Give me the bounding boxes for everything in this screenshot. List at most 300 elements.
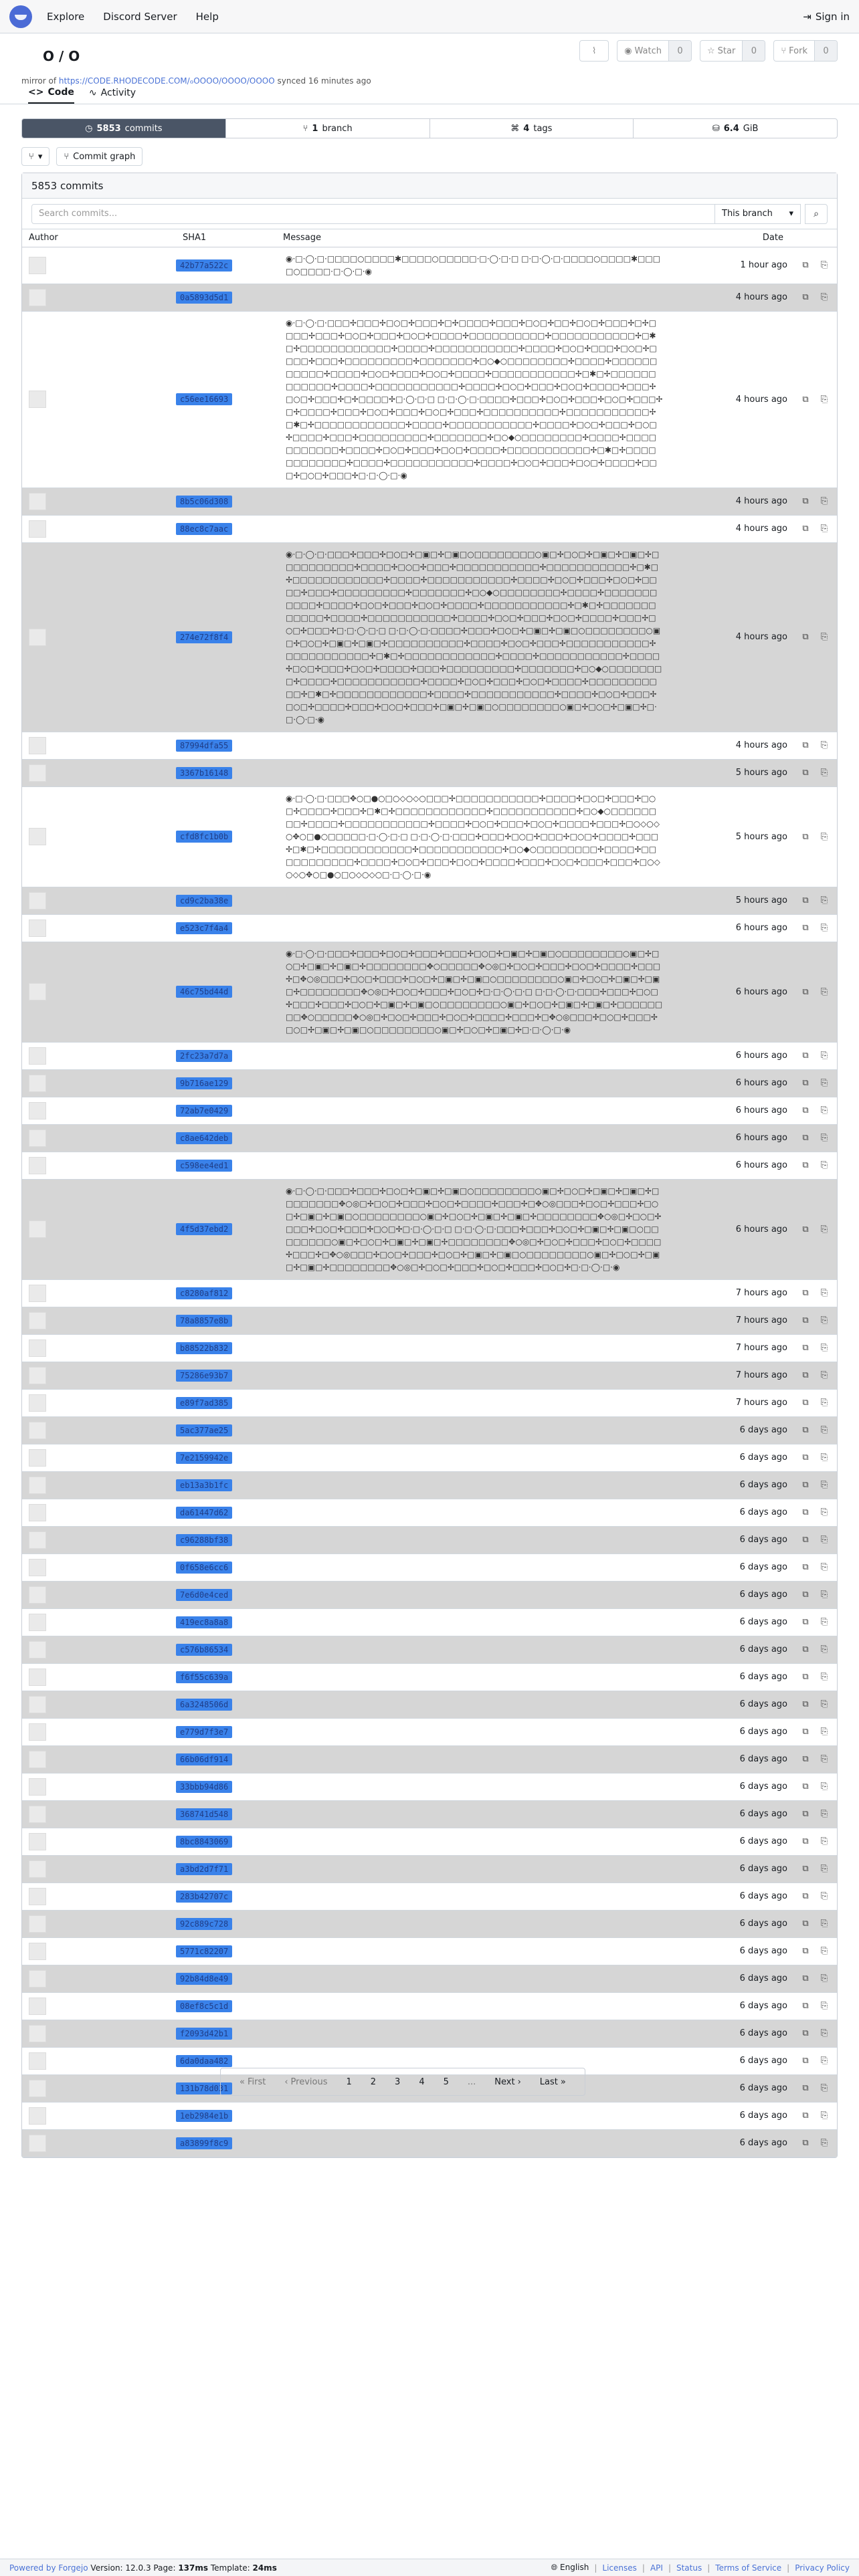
commit-sha-link[interactable]: 46c75bd44d — [176, 986, 232, 998]
commit-message[interactable] — [276, 1855, 670, 1883]
commit-message[interactable] — [276, 1773, 670, 1800]
browse-files-icon[interactable]: ⎘ — [820, 1617, 828, 1627]
commit-sha-link[interactable]: c598ee4ed1 — [176, 1160, 232, 1172]
author-avatar[interactable] — [29, 1751, 46, 1768]
copy-sha-icon[interactable]: ⧉ — [802, 1699, 809, 1709]
commit-sha-link[interactable]: c56ee16693 — [176, 393, 232, 405]
commit-sha-link[interactable]: 8b5c06d308 — [176, 496, 232, 508]
copy-sha-icon[interactable]: ⧉ — [802, 632, 809, 642]
copy-sha-icon[interactable]: ⧉ — [802, 2083, 809, 2093]
commit-message[interactable] — [276, 1042, 670, 1069]
copy-sha-icon[interactable]: ⧉ — [802, 2111, 809, 2121]
commit-sha-link[interactable]: f2093d42b1 — [176, 2028, 232, 2040]
commit-sha-link[interactable]: 75286e93b7 — [176, 1370, 232, 1382]
browse-files-icon[interactable]: ⎘ — [820, 1133, 828, 1143]
browse-files-icon[interactable]: ⎘ — [820, 923, 828, 933]
copy-sha-icon[interactable]: ⧉ — [802, 2001, 809, 2011]
browse-files-icon[interactable]: ⎘ — [820, 260, 828, 270]
copy-sha-icon[interactable]: ⧉ — [802, 1051, 809, 1061]
copy-sha-icon[interactable]: ⧉ — [802, 895, 809, 905]
commit-message[interactable] — [276, 2129, 670, 2157]
author-avatar[interactable] — [29, 1860, 46, 1878]
footer-link-privacy[interactable]: Privacy Policy — [795, 2563, 850, 2573]
browse-files-icon[interactable]: ⎘ — [820, 1782, 828, 1792]
browse-files-icon[interactable]: ⎘ — [820, 1507, 828, 1517]
commit-message[interactable] — [276, 1444, 670, 1471]
commit-message[interactable]: ◉·□·◯·□·□□□✥○□●○□○◇○◇○□□□✢□□□□□□□□□□□✢□□□□✢□○□✢□□□✢□○□✢□□□□✢□□□✢□✱□✢□□□□□□□□□□□□✢□□□□□□□□□□□✢□○◆○□□□□□□□□✢□□□□✢□□□□□□□□□□□✢□□□□✢□○□✢□□□✢□○□✢□□□□✢□□□✢□○◇○◇○✥○□●○□□□□□·□·◯·□·□ □·□·◯·□·□□□✢□□□✢□○□✢□□□✢□○□✢□□□□✢□□□✢□✱□✢□□□□□□□□□□□□✢□□□□□□□□□□□✢□○◆○□□□□□□□□✢□□□□✢□□□□□□□□□□□✢□□□□✢□○□✢□□□✢□○□✢□□□□✢□□□✢□○□✢□□□✢□□□✢□○◇○◇○✥○□●○□○◇○◇○□·□·◯·□·◉ — [276, 786, 670, 887]
browse-files-icon[interactable]: ⎘ — [820, 831, 828, 842]
commit-message[interactable] — [276, 2102, 670, 2129]
rss-feed-button[interactable] — [579, 40, 609, 62]
author-avatar[interactable] — [29, 983, 46, 1000]
commit-message[interactable] — [276, 1152, 670, 1179]
commit-sha-link[interactable]: 419ec8a8a8 — [176, 1616, 232, 1628]
graph-icon: ⑂ — [64, 151, 70, 162]
browse-files-icon[interactable]: ⎘ — [820, 1288, 828, 1298]
commit-sha-link[interactable]: 6a3248506d — [176, 1699, 232, 1711]
commit-message[interactable]: ◉·□·◯·□·□□□✢□□□✢□○□✢□□□✢□✢□□□□✢□□□✢□○□✢□□✢□○□✢□□□✢□✢□□□□✢□□□✢□○□✢□□□✢□○□✢□□□□✢□□□□□□□□□□✢□□□□□□□□□□□✢□✱□✢□□□□□□□□□□□□✢□□□□✢□□□□□□□□□□□✢□□□□✢□○□✢□□□✢□○□✢□□□□✢□□□✢□□□□□□□□□✢□□□□□□□✢□○◆○□□□□□□□□✢□□□□✢□□□□□□□□□□□✢□□□□✢□○□✢□□□✢□○□✢□□□□✢□□□□□□□□□□□✢□✱□✢□□□□□□□□□□□□✢□□□□✢□□□□□□□□□□□✢□□□□✢□○□✢□□□✢□○□✢□□□□✢□□□✢□○□✢□□□✢□✢□□□□✢□·◯·□·□ □·□·◯·□·□□□□✢□□□✢□○□✢□□□✢□○□✢□□□✢□✢□□□□✢□□□✢□○□✢□□□✢□○□✢□□□✢□□□□□□□□□□✢□□□□□□□□□□□✢□✱□✢□□□□□□□□□□□□✢□□□□✢□□□□□□□□□□□✢□□□□✢□○□✢□□□✢□○□✢□□□□✢□□□✢□□□□□□□□□✢□□□□□□□✢□○◆○□□□□□□□□✢□□□□✢□□□□□□□□□□□✢□□□□✢□○□✢□□□✢□○□✢□□□□✢□□□□□□□□□□□✢□✱□✢□□□□□□□□□□□□✢□□□□✢□□□□□□□□□□□✢□□□□✢□○□✢□□□✢□○□✢□□□□✢□□□✢□○□✢□□□✢□·□·◯·□·◉ — [276, 311, 670, 488]
commit-message[interactable] — [276, 1097, 670, 1124]
author-avatar[interactable] — [29, 1422, 46, 1439]
copy-sha-icon[interactable]: ⧉ — [802, 1453, 809, 1463]
language-selector[interactable]: 🌐︎ English — [551, 2563, 589, 2572]
watch-count[interactable]: 0 — [668, 41, 691, 61]
author-avatar[interactable] — [29, 1449, 46, 1467]
commit-message[interactable] — [276, 1937, 670, 1965]
commit-message[interactable] — [276, 1828, 670, 1855]
commit-message[interactable] — [276, 1992, 670, 2020]
copy-sha-icon[interactable]: ⧉ — [802, 1133, 809, 1143]
copy-sha-icon[interactable]: ⧉ — [802, 292, 809, 302]
page-first[interactable]: « First — [240, 2076, 266, 2087]
commit-date: 6 days ago — [739, 1809, 787, 1819]
commit-sha-link[interactable]: 08ef8c5c1d — [176, 2000, 232, 2012]
search-scope-dropdown[interactable]: This branch ▾ — [715, 204, 801, 224]
browse-files-icon[interactable]: ⎘ — [820, 2028, 828, 2038]
commit-sha-link[interactable]: 2fc23a7d7a — [176, 1050, 232, 1062]
copy-sha-icon[interactable]: ⧉ — [802, 1754, 809, 1764]
copy-sha-icon[interactable]: ⧉ — [802, 1644, 809, 1654]
search-button[interactable] — [805, 204, 828, 224]
author-avatar[interactable] — [29, 892, 46, 909]
fork-button[interactable]: ⑂ Fork 0 — [773, 40, 838, 62]
browse-files-icon[interactable]: ⎘ — [820, 1919, 828, 1929]
commit-sha-link[interactable]: a83899f8c9 — [176, 2137, 232, 2149]
commit-sha-link[interactable]: 7e2159942e — [176, 1452, 232, 1464]
page-next[interactable]: Next › — [494, 2076, 521, 2087]
commit-message[interactable] — [276, 759, 670, 786]
copy-sha-icon[interactable]: ⧉ — [802, 1672, 809, 1682]
author-avatar[interactable] — [29, 1075, 46, 1092]
commit-message[interactable] — [276, 1416, 670, 1444]
copy-sha-icon[interactable]: ⧉ — [802, 1590, 809, 1600]
commit-sha-link[interactable]: cd9c2ba38e — [176, 895, 232, 907]
copy-sha-icon[interactable]: ⧉ — [802, 1946, 809, 1956]
commit-message[interactable] — [276, 1499, 670, 1526]
copy-sha-icon[interactable]: ⧉ — [802, 831, 809, 842]
browse-files-icon[interactable]: ⎘ — [820, 1864, 828, 1874]
browse-files-icon[interactable]: ⎘ — [820, 1836, 828, 1846]
commit-sha-link[interactable]: 9b716ae129 — [176, 1077, 232, 1089]
copy-sha-icon[interactable]: ⧉ — [802, 260, 809, 270]
author-avatar[interactable] — [29, 1970, 46, 1988]
commit-sha-link[interactable]: 92c889c728 — [176, 1918, 232, 1930]
copy-sha-icon[interactable]: ⧉ — [802, 740, 809, 750]
commit-sha-link[interactable]: 87994dfa55 — [176, 740, 232, 752]
browse-files-icon[interactable]: ⎘ — [820, 1727, 828, 1737]
commit-sha-link[interactable]: a3bd2d7f71 — [176, 1863, 232, 1875]
commit-sha-link[interactable]: eb13a3b1fc — [176, 1479, 232, 1491]
commit-sha-link[interactable]: 7e6d0e4ced — [176, 1589, 232, 1601]
commit-message[interactable] — [276, 1069, 670, 1097]
browse-files-icon[interactable]: ⎘ — [820, 292, 828, 302]
copy-sha-icon[interactable]: ⧉ — [802, 2056, 809, 2066]
browse-files-icon[interactable]: ⎘ — [820, 2083, 828, 2093]
commit-sha-link[interactable]: 1eb2984e1b — [176, 2110, 232, 2122]
page-last[interactable]: Last » — [539, 2076, 566, 2087]
commit-message[interactable] — [276, 488, 670, 515]
commit-message[interactable] — [276, 1279, 670, 1307]
browse-files-icon[interactable]: ⎘ — [820, 2138, 828, 2148]
commit-sha-link[interactable]: 131b78d031 — [176, 2082, 232, 2095]
commit-row — [22, 1608, 837, 1636]
star-button[interactable]: ☆ Star 0 — [700, 40, 765, 62]
author-avatar[interactable] — [29, 1998, 46, 2015]
browse-files-icon[interactable]: ⎘ — [820, 2111, 828, 2121]
copy-sha-icon[interactable]: ⧉ — [802, 1105, 809, 1115]
commit-sha-link[interactable]: c8ae642deb — [176, 1132, 232, 1144]
author-avatar[interactable] — [29, 2025, 46, 2042]
commit-message[interactable] — [276, 1965, 670, 1992]
browse-files-icon[interactable]: ⎘ — [820, 496, 828, 506]
page-number[interactable]: 3 — [395, 2076, 401, 2087]
author-avatar[interactable] — [29, 2052, 46, 2070]
commit-message[interactable] — [276, 887, 670, 914]
browse-files-icon[interactable]: ⎘ — [820, 1754, 828, 1764]
commit-message[interactable] — [276, 1334, 670, 1362]
commit-message[interactable] — [276, 1745, 670, 1773]
browse-files-icon[interactable]: ⎘ — [820, 632, 828, 642]
copy-sha-icon[interactable]: ⧉ — [802, 986, 809, 997]
browse-files-icon[interactable]: ⎘ — [820, 1946, 828, 1956]
browse-files-icon[interactable]: ⎘ — [820, 1370, 828, 1380]
author-avatar[interactable] — [29, 1833, 46, 1850]
page-number[interactable]: 5 — [443, 2076, 449, 2087]
copy-sha-icon[interactable]: ⧉ — [802, 1078, 809, 1088]
author-avatar[interactable] — [29, 1586, 46, 1604]
tab-activity[interactable]: ∿ Activity — [88, 87, 136, 98]
commit-sha-link[interactable]: 5ac377ae25 — [176, 1424, 232, 1436]
author-avatar[interactable] — [29, 289, 46, 306]
copy-sha-icon[interactable]: ⧉ — [802, 394, 809, 405]
signin-link[interactable]: ⇥ Sign in — [803, 10, 850, 23]
author-avatar[interactable] — [29, 764, 46, 782]
commit-message[interactable] — [276, 1691, 670, 1718]
author-avatar[interactable] — [29, 1285, 46, 1302]
browse-files-icon[interactable]: ⎘ — [820, 1644, 828, 1654]
page-number[interactable]: 2 — [370, 2076, 377, 2087]
copy-sha-icon[interactable]: ⧉ — [802, 1891, 809, 1901]
commit-sha-link[interactable]: 6da0daa482 — [176, 2055, 232, 2067]
author-avatar[interactable] — [29, 1367, 46, 1384]
nav-help[interactable]: Help — [195, 10, 219, 23]
commit-sha-link[interactable]: 78a8857e8b — [176, 1315, 232, 1327]
copy-sha-icon[interactable]: ⧉ — [802, 1864, 809, 1874]
author-avatar[interactable] — [29, 1669, 46, 1686]
commit-sha-link[interactable]: 66b06df914 — [176, 1753, 232, 1765]
browse-files-icon[interactable]: ⎘ — [820, 1105, 828, 1115]
copy-sha-icon[interactable]: ⧉ — [802, 1782, 809, 1792]
author-avatar[interactable] — [29, 1778, 46, 1796]
copy-sha-icon[interactable]: ⧉ — [802, 1535, 809, 1545]
commit-sha-link[interactable]: 5771c82207 — [176, 1945, 232, 1957]
copy-sha-icon[interactable]: ⧉ — [802, 1809, 809, 1819]
author-avatar[interactable] — [29, 1806, 46, 1823]
copy-sha-icon[interactable]: ⧉ — [802, 2138, 809, 2148]
tab-code[interactable]: <> Code — [28, 83, 74, 104]
commit-sha-link[interactable]: 42b77a522c — [176, 259, 232, 272]
copy-sha-icon[interactable]: ⧉ — [802, 1562, 809, 1572]
commit-message[interactable] — [276, 1362, 670, 1389]
commit-search-input[interactable]: Search commits... — [31, 204, 715, 224]
author-avatar[interactable] — [29, 2135, 46, 2152]
commit-message[interactable] — [276, 515, 670, 542]
footer-link-terms[interactable]: Terms of Service — [715, 2563, 782, 2573]
browse-files-icon[interactable]: ⎘ — [820, 1315, 828, 1325]
footer-link-status[interactable]: Status — [676, 2563, 702, 2573]
author-avatar[interactable] — [29, 2107, 46, 2125]
nav-explore[interactable]: Explore — [47, 10, 85, 23]
browse-files-icon[interactable]: ⎘ — [820, 740, 828, 750]
browse-files-icon[interactable]: ⎘ — [820, 1224, 828, 1235]
copy-sha-icon[interactable]: ⧉ — [802, 1288, 809, 1298]
author-avatar[interactable] — [29, 1531, 46, 1549]
commit-sha-link[interactable]: 88ec8c7aac — [176, 523, 232, 535]
browse-files-icon[interactable]: ⎘ — [820, 895, 828, 905]
copy-sha-icon[interactable]: ⧉ — [802, 1919, 809, 1929]
page-number[interactable]: 4 — [419, 2076, 425, 2087]
author-avatar[interactable] — [29, 1641, 46, 1658]
commit-message[interactable] — [276, 1718, 670, 1745]
browse-files-icon[interactable]: ⎘ — [820, 1891, 828, 1901]
author-avatar[interactable] — [29, 1220, 46, 1238]
commit-sha-link[interactable]: 33bbb94d86 — [176, 1781, 232, 1793]
commit-sha-link[interactable]: 72ab7e0429 — [176, 1105, 232, 1117]
author-avatar[interactable] — [29, 1723, 46, 1741]
author-avatar[interactable] — [29, 1477, 46, 1494]
stat-tags[interactable]: ⌘ 4 tags — [430, 119, 634, 138]
fork-count[interactable]: 0 — [814, 41, 837, 61]
copy-sha-icon[interactable]: ⧉ — [802, 1224, 809, 1235]
commit-message[interactable] — [276, 1124, 670, 1152]
copy-sha-icon[interactable]: ⧉ — [802, 1370, 809, 1380]
commit-sha-link[interactable]: 4f5d37ebd2 — [176, 1223, 232, 1235]
copy-sha-icon[interactable]: ⧉ — [802, 1507, 809, 1517]
browse-files-icon[interactable]: ⎘ — [820, 768, 828, 778]
commit-message[interactable]: ◉·□·◯·□·□□□□○□□□□✱□□□□○□□□□□·□·◯·□·□ □·□·◯·□·□□□□○□□□□✱□□□□○□□□□·□·◯·□·◉ — [276, 247, 670, 284]
commit-date: 6 hours ago — [735, 1224, 787, 1235]
commit-sha-link[interactable]: e779d7f3e7 — [176, 1726, 232, 1738]
copy-sha-icon[interactable]: ⧉ — [802, 1836, 809, 1846]
copy-sha-icon[interactable]: ⧉ — [802, 2028, 809, 2038]
browse-files-icon[interactable]: ⎘ — [820, 1590, 828, 1600]
browse-files-icon[interactable]: ⎘ — [820, 1535, 828, 1545]
commit-message[interactable]: ◉·□·◯·□·□□□✢□□□✢□○□✢□▣□✢□▣□○□□□□□□□□○▣□✢□○□✢□▣□✢□▣□✢□□□□□□□□□□✢□□□□✢□○□✢□□□✢□□□□□□□□□□□✢□□□□□□□□□□□✢□✱□✢□□□□□□□□□□□□✢□□□□✢□□□□□□□□□□□✢□□□□✢□○□✢□□□✢□○□✢□□□□✢□□□✢□□□□□□□□□✢□□□□□□□✢□○◆○□□□□□□□□✢□□□□✢□□□□□□□□□□□✢□□□□✢□○□✢□□□✢□○□✢□□□□✢□□□□□□□□□□□✢□✱□✢□□□□□□□□□□□□✢□□□□✢□□□□□□□□□□□✢□□□□✢□○□✢□□□✢□○□✢□□□□✢□□□✢□○□✢□□□✢□·□·◯·□·□ □·□·◯·□·□□□□✢□□□✢□○□✢□▣□✢□▣□○□□□□□□□□○▣□✢□○□✢□▣□✢□▣□✢□□□□□□□□□□✢□□□□✢□○□✢□□□✢□□□□□□□□□□□✢□□□□□□□□□□□✢□✱□✢□□□□□□□□□□□□✢□□□□✢□□□□□□□□□□□✢□□□□✢□○□✢□□□✢□○□✢□□□□✢□□□✢□□□□□□□□□✢□□□□□□□✢□○◆○□□□□□□□□✢□□□□✢□□□□□□□□□□□✢□□□□✢□○□✢□□□✢□○□✢□□□□✢□□□□□□□□□□□✢□✱□✢□□□□□□□□□□□□✢□□□□✢□□□□□□□□□□□✢□□□□✢□○□✢□□□✢□○□✢□□□□✢□□□✢□○□✢□□□✢□▣□✢□▣□○□□□□□□□□○▣□✢□○□✢□▣□✢□·□·◯·□·◉ — [276, 542, 670, 732]
commit-sha-link[interactable]: 3367b16148 — [176, 767, 232, 779]
commit-sha-link[interactable]: c576b86534 — [176, 1644, 232, 1656]
commit-sha-link[interactable]: da61447d62 — [176, 1507, 232, 1519]
forgejo-logo[interactable] — [9, 5, 32, 28]
browse-files-icon[interactable]: ⎘ — [820, 524, 828, 534]
browse-files-icon[interactable]: ⎘ — [820, 1425, 828, 1435]
commit-sha-link[interactable]: cfd8fc1b0b — [176, 831, 232, 843]
author-avatar[interactable] — [29, 1047, 46, 1065]
browse-files-icon[interactable]: ⎘ — [820, 1160, 828, 1170]
browse-files-icon[interactable]: ⎘ — [820, 1398, 828, 1408]
author-avatar[interactable] — [29, 629, 46, 646]
commit-sha-link[interactable]: 0f658e6cc6 — [176, 1562, 232, 1574]
copy-sha-icon[interactable]: ⧉ — [802, 1425, 809, 1435]
commit-message[interactable] — [276, 1910, 670, 1937]
browse-files-icon[interactable]: ⎘ — [820, 986, 828, 997]
stat-branches[interactable]: ⑂ 1 branch — [225, 119, 430, 138]
page-number[interactable]: 1 — [346, 2076, 352, 2087]
commit-message[interactable] — [276, 284, 670, 311]
copy-sha-icon[interactable]: ⧉ — [802, 768, 809, 778]
author-avatar[interactable] — [29, 257, 46, 274]
commit-sha-link[interactable]: 8bc8843069 — [176, 1836, 232, 1848]
author-avatar[interactable] — [29, 1339, 46, 1357]
page-previous[interactable]: ‹ Previous — [284, 2076, 328, 2087]
browse-files-icon[interactable]: ⎘ — [820, 1453, 828, 1463]
footer-link-api[interactable]: API — [650, 2563, 663, 2573]
browse-files-icon[interactable]: ⎘ — [820, 1562, 828, 1572]
commit-message[interactable]: ◉·□·◯·□·□□□✢□□□✢□○□✢□▣□✢□▣□○□□□□□□□□○▣□✢□○□✢□▣□✢□▣□✢□□□□□□□□✥○◎□✢□○□✢□□□✢□○□✢□□□□✢□□□✢□✥○◎□□□✢□○□✢□□□✢□○□✢□▣□✢□▣□○□□□□□□□□○▣□✢□○□✢□▣□✢□▣□✢□□□□□□□□✥○◎□✢□○□✢□□□✢□○□✢□□□✢□○□✢□·□·◯·□·□ □·□·◯·□·□□□✢□□□✢□○□✢□▣□✢□▣□○□□□□□□□□○▣□✢□○□✢□▣□✢□▣□✢□□□□□□□□✥○◎□✢□○□✢□□□✢□○□✢□□□□✢□□□✢□✥○◎□□□✢□○□✢□□□✢□○□✢□▣□✢□▣□○□□□□□□□□○▣□✢□○□✢□▣□✢□▣□✢□□□□□□□□✥○◎□✢□○□✢□□□✢□○□✢□□□✢□○□✢□·□·◯·□·◉ — [276, 1179, 670, 1279]
commit-sha-link[interactable]: 92b84d8e49 — [176, 1973, 232, 1985]
author-avatar[interactable] — [29, 1915, 46, 1933]
author-avatar[interactable] — [29, 828, 46, 845]
commit-message[interactable] — [276, 914, 670, 942]
commit-message[interactable] — [276, 732, 670, 759]
commit-sha-link[interactable]: 368741d548 — [176, 1808, 232, 1820]
author-avatar[interactable] — [29, 1157, 46, 1174]
copy-sha-icon[interactable]: ⧉ — [802, 1315, 809, 1325]
commit-date: 6 hours ago — [735, 1105, 787, 1115]
browse-files-icon[interactable]: ⎘ — [820, 1051, 828, 1061]
commit-date: 6 days ago — [739, 1864, 787, 1874]
commit-message[interactable] — [276, 1663, 670, 1691]
commit-graph-button[interactable]: ⑂ Commit graph — [56, 147, 142, 166]
watch-button[interactable]: ◉ Watch 0 — [617, 40, 692, 62]
browse-files-icon[interactable]: ⎘ — [820, 1672, 828, 1682]
commit-sha-link[interactable]: c8280af812 — [176, 1287, 232, 1299]
forgejo-link[interactable]: Powered by Forgejo — [9, 2563, 88, 2573]
star-count[interactable]: 0 — [742, 41, 765, 61]
author-avatar[interactable] — [29, 391, 46, 408]
browse-files-icon[interactable]: ⎘ — [820, 1343, 828, 1353]
copy-sha-icon[interactable]: ⧉ — [802, 1480, 809, 1490]
commit-sha-link[interactable]: 0a5893d5d1 — [176, 292, 232, 304]
commit-sha-link[interactable]: f6f55c639a — [176, 1671, 232, 1683]
author-avatar[interactable] — [29, 2080, 46, 2097]
copy-sha-icon[interactable]: ⧉ — [802, 1617, 809, 1627]
browse-files-icon[interactable]: ⎘ — [820, 2001, 828, 2011]
commit-message[interactable]: ◉·□·◯·□·□□□✢□□□✢□○□✢□□□✢□□□✢□○□✢□▣□✢□▣□○□□□□□□□□○▣□✢□○□✢□▣□✢□▣□✢□□□□□□□□✥○□□□□□✥○◎□✢□○□✢□□□✢□○□✢□□□□✢□□□✢□✥○◎□□□✢□○□✢□□□✢□○□✢□▣□✢□▣□○□□□□□□□□○▣□✢□○□✢□▣□✢□▣□✢□□□□□□□□✥○◎□✢□○□✢□□□✢□○□✢□·□·◯·□·□ □·□·◯·□·□□□✢□□□✢□○□✢□□□✢□□□✢□○□✢□▣□✢□▣□○□□□□□□□□○▣□✢□○□✢□▣□✢□▣□✢□□□□□□□□✥○□□□□□✥○◎□✢□○□✢□□□✢□○□✢□□□□✢□□□✢□✥○◎□□□✢□○□✢□□□✢□○□✢□▣□✢□▣□○□□□□□□□□○▣□✢□○□✢□▣□✢□·□·◯·□·◉ — [276, 942, 670, 1042]
copy-sha-icon[interactable]: ⧉ — [802, 1973, 809, 1983]
author-avatar[interactable] — [29, 520, 46, 538]
commit-message[interactable] — [276, 1608, 670, 1636]
browse-files-icon[interactable]: ⎘ — [820, 1480, 828, 1490]
commit-date: 6 days ago — [739, 2056, 787, 2066]
author-avatar[interactable] — [29, 737, 46, 754]
author-avatar[interactable] — [29, 1943, 46, 1960]
copy-sha-icon[interactable]: ⧉ — [802, 524, 809, 534]
mirror-info: mirror of https://CODE.RHODECODE.COM/ℴOOOO/OOOO/OOOO synced 16 minutes ago — [21, 76, 371, 86]
footer-link-licenses[interactable]: Licenses — [602, 2563, 637, 2573]
mirror-url-link[interactable]: https://CODE.RHODECODE.COM/ℴOOOO/OOOO/OOOO — [58, 76, 275, 86]
author-avatar[interactable] — [29, 1559, 46, 1576]
stat-commits[interactable]: ◷ 5853 commits — [22, 119, 225, 138]
copy-sha-icon[interactable]: ⧉ — [802, 1160, 809, 1170]
branch-selector[interactable] — [21, 147, 50, 166]
copy-sha-icon[interactable]: ⧉ — [802, 1727, 809, 1737]
author-avatar[interactable] — [29, 1130, 46, 1147]
commit-message[interactable] — [276, 1471, 670, 1499]
copy-sha-icon[interactable]: ⧉ — [802, 496, 809, 506]
commit-sha-link[interactable]: e89f7ad385 — [176, 1397, 232, 1409]
copy-sha-icon[interactable]: ⧉ — [802, 923, 809, 933]
author-avatar[interactable] — [29, 1614, 46, 1631]
author-avatar[interactable] — [29, 1696, 46, 1713]
browse-files-icon[interactable]: ⎘ — [820, 1078, 828, 1088]
commit-date: 1 hour ago — [740, 260, 787, 270]
commit-row — [22, 759, 837, 786]
commit-sha-link[interactable]: b88522b832 — [176, 1342, 232, 1354]
author-avatar[interactable] — [29, 920, 46, 937]
author-avatar[interactable] — [29, 493, 46, 510]
commit-message[interactable] — [276, 1883, 670, 1910]
commit-sha-link[interactable]: 283b42707c — [176, 1891, 232, 1903]
commit-message[interactable] — [276, 2020, 670, 2047]
repo-title[interactable]: O / O — [43, 48, 80, 64]
copy-sha-icon[interactable]: ⧉ — [802, 1398, 809, 1408]
commit-message[interactable] — [276, 1800, 670, 1828]
commit-message[interactable] — [276, 1553, 670, 1581]
commit-sha-link[interactable]: e523c7f4a4 — [176, 922, 232, 934]
commit-message[interactable] — [276, 1581, 670, 1608]
commit-message[interactable] — [276, 1636, 670, 1663]
commit-row — [22, 1745, 837, 1773]
browse-files-icon[interactable]: ⎘ — [820, 1973, 828, 1983]
author-avatar[interactable] — [29, 1394, 46, 1412]
nav-discord[interactable]: Discord Server — [103, 10, 177, 23]
author-avatar[interactable] — [29, 1888, 46, 1905]
author-avatar[interactable] — [29, 1312, 46, 1329]
commit-message[interactable] — [276, 1307, 670, 1334]
author-avatar[interactable] — [29, 1504, 46, 1521]
commit-sha-link[interactable]: 274e72f8f4 — [176, 631, 232, 643]
browse-files-icon[interactable]: ⎘ — [820, 1699, 828, 1709]
commit-message[interactable] — [276, 1526, 670, 1553]
browse-files-icon[interactable]: ⎘ — [820, 1809, 828, 1819]
copy-sha-icon[interactable]: ⧉ — [802, 1343, 809, 1353]
commit-message[interactable] — [276, 1389, 670, 1416]
browse-files-icon[interactable]: ⎘ — [820, 394, 828, 405]
author-avatar[interactable] — [29, 1102, 46, 1119]
browse-files-icon[interactable]: ⎘ — [820, 2056, 828, 2066]
commit-date: 6 hours ago — [735, 1078, 787, 1088]
commit-sha-link[interactable]: c96288bf38 — [176, 1534, 232, 1546]
